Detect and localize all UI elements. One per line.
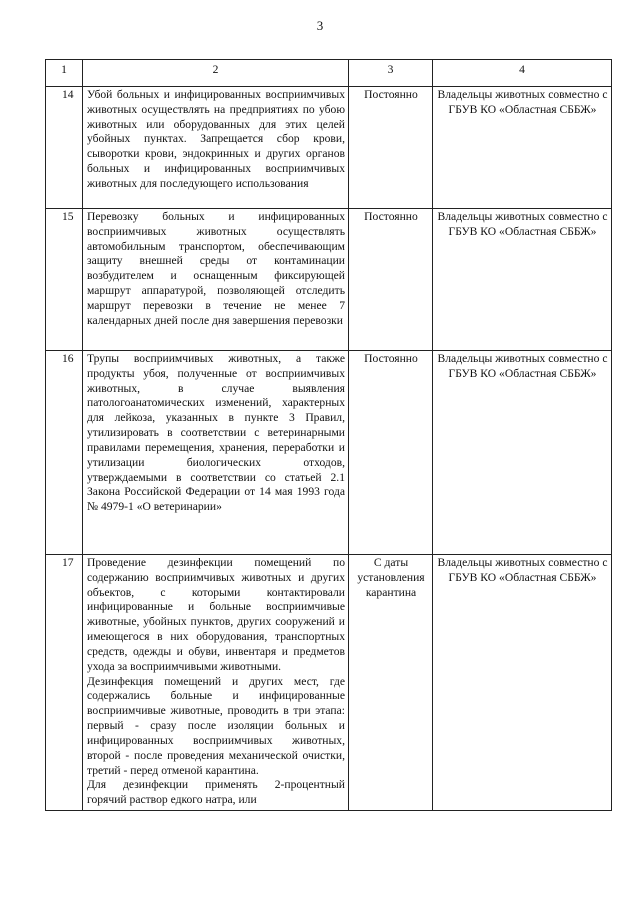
measure-description <box>83 87 349 209</box>
description-paragraph: Перевозку больных и инфицированных восприимчивых животных осуществлять автомобильным транспортом, обеспечивающим защиту внешней среды от контаминации возбудителем и оснащенным фиксирующей маршрут аппаратурой, позволяющей отследить маршрут перевозки в течение не менее 7 календарных дней после дня завершения перевозки <box>87 210 345 327</box>
responsible-party: Владельцы животных совместно с ГБУВ КО «Областная СББЖ» <box>433 351 612 555</box>
responsible-party: Владельцы животных совместно с ГБУВ КО «Областная СББЖ» <box>433 209 612 351</box>
table-header-row <box>46 60 612 87</box>
description-paragraph: Трупы восприимчивых животных, а также продукты убоя, полученные от восприимчивых животных, в случае выявления патологоанатомических изменений, характерных для лейкоза, указанных в пункте 3 Правил, утилизировать в соответствии с ветеринарными правилами перемещения, хранения, переработки и утилизации биологических отходов, утверждаемыми в соответствии со статьей 2.1 Закона Российской Федерации от 14 мая 1993 года № 4979-1 «О ветеринарии» <box>87 352 345 514</box>
measure-term: Постоянно <box>349 209 433 351</box>
table-row <box>46 555 612 811</box>
description-paragraph: Убой больных и инфицированных восприимчивых животных осуществлять на предприятиях по убою животных или оборудованных для этих целей убойных пунктах. Запрещается сбор крови, сыворотки крови, эндокринных и других органов больных и инфицированных восприимчивых животных для последующего использования <box>87 88 345 190</box>
description-paragraph: Для дезинфекции применять 2-процентный горячий раствор едкого натра, или <box>87 778 345 807</box>
measure-description <box>83 209 349 351</box>
header-col-4: 4 <box>433 60 612 87</box>
measure-description <box>83 555 349 811</box>
responsible-party: Владельцы животных совместно с ГБУВ КО «Областная СББЖ» <box>433 87 612 209</box>
row-number: 17 <box>46 555 83 811</box>
measure-description <box>83 351 349 555</box>
measure-term: Постоянно <box>349 351 433 555</box>
row-number: 15 <box>46 209 83 351</box>
table-row <box>46 351 612 555</box>
page-number: 3 <box>316 18 324 33</box>
table-row <box>46 209 612 351</box>
header-col-3: 3 <box>349 60 433 87</box>
row-number: 14 <box>46 87 83 209</box>
row-number: 16 <box>46 351 83 555</box>
table-row <box>46 87 612 209</box>
measures-table <box>45 59 612 811</box>
description-paragraph: Дезинфекция помещений и других мест, где содержались больные и инфицированные восприимчивые животные, проводить в три этапа: первый - сразу после изоляции больных и инфицированных восприимчивых животных, второй - после проведения механической очистки, третий - перед отменой карантина. <box>87 674 345 777</box>
measure-term: Постоянно <box>349 87 433 209</box>
measure-term: С даты установления карантина <box>349 555 433 811</box>
header-col-2: 2 <box>83 60 349 87</box>
header-col-1: 1 <box>46 60 83 87</box>
description-paragraph: Проведение дезинфекции помещений по содержанию восприимчивых животных и других объектов, с которыми контактировали инфицированные и больные восприимчивые животные, убойных пунктов, других сооружений и имеющегося в них оборудования, транспортных средств, одежды и обуви, инвентаря и предметов ухода за восприимчивыми животными. <box>87 556 345 673</box>
responsible-party: Владельцы животных совместно с ГБУВ КО «Областная СББЖ» <box>433 555 612 811</box>
